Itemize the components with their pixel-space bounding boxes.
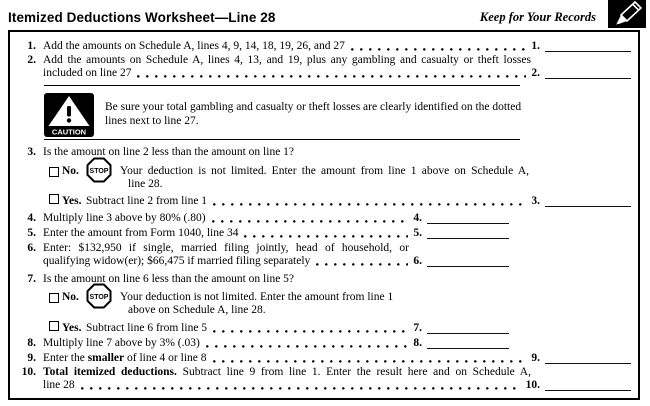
line-1-number: 1.	[27, 40, 36, 52]
line-7-no-label: No.	[62, 291, 79, 303]
line-7-amount-field[interactable]	[427, 332, 509, 334]
line-1-text: Add the amounts on Schedule A, lines 4, 9, 14, 18, 19, 26, and 27	[43, 40, 345, 52]
worksheet-line-9	[16, 352, 631, 365]
line-3-no-checkbox[interactable]	[49, 167, 59, 177]
line-7-question-text: Is the amount on line 6 less than the amount on line 5?	[43, 273, 295, 285]
dot-leader	[213, 330, 408, 333]
line-3-no-text-continued: line 28.	[128, 178, 163, 190]
worksheet-line-1	[16, 40, 631, 53]
line-3-yes-text: Subtract line 2 from line 1	[86, 195, 208, 207]
line-4-amount-field[interactable]	[427, 222, 509, 224]
worksheet-line-10	[16, 366, 631, 392]
line-10-text-continued: line 28	[43, 379, 75, 391]
stop-icon	[86, 283, 112, 309]
caution-text-line-2: lines next to line 27.	[105, 115, 199, 127]
caution-text-line-1: Be sure your total gambling and casualty or theft losses are clearly identified on the dotted	[105, 101, 522, 113]
dot-leader	[137, 75, 526, 78]
worksheet-line-2	[16, 54, 631, 80]
line-3-amount-field[interactable]	[545, 205, 631, 207]
line-6-amount-field[interactable]	[427, 265, 509, 267]
stop-icon-label: STOP	[89, 167, 109, 175]
stop-icon	[86, 157, 112, 183]
worksheet-line-8	[16, 337, 631, 350]
line-4-number: 4.	[27, 212, 36, 224]
line-8-amount-field[interactable]	[427, 347, 509, 349]
line-2-amount-field[interactable]	[545, 77, 631, 79]
line-7-yes-text: Subtract line 6 from line 5	[86, 322, 208, 334]
worksheet-line-5	[16, 227, 631, 240]
line-3-number: 3.	[27, 146, 36, 158]
line-3-yes-checkbox[interactable]	[49, 194, 59, 204]
line-1-entry-label: 1.	[531, 40, 540, 52]
dot-leader	[206, 345, 409, 348]
line-8-entry-label: 8.	[413, 337, 422, 349]
line-3-no-label: No.	[62, 165, 79, 177]
line-9-text: Enter the smaller of line 4 or line 8	[43, 352, 207, 364]
dot-leader	[213, 203, 526, 206]
line-10-amount-field[interactable]	[545, 389, 631, 391]
line-8-text: Multiply line 7 above by 3% (.03)	[43, 337, 200, 349]
line-6-text: Enter: $132,950 if single, married filing jointly, head of household, or	[43, 242, 409, 254]
keep-for-records-label: Keep for Your Records	[479, 10, 596, 24]
line-3-question-text: Is the amount on line 2 less than the amount on line 1?	[43, 146, 295, 158]
line-10-total-emphasis: Total itemized deductions.	[43, 366, 177, 378]
line-10-entry-label: 10.	[525, 379, 540, 391]
caution-icon	[44, 93, 94, 137]
line-7-entry-label: 7.	[413, 322, 422, 334]
line-1-amount-field[interactable]	[545, 50, 631, 52]
line-7-number: 7.	[27, 273, 36, 285]
worksheet-line-6	[16, 242, 631, 268]
line-5-entry-label: 5.	[413, 227, 422, 239]
line-3-yes-label: Yes.	[62, 195, 82, 207]
line-7-no-text-continued: above on Schedule A, line 28.	[128, 304, 266, 316]
worksheet-line-4	[16, 212, 631, 225]
dot-leader	[81, 387, 521, 390]
page-title: Itemized Deductions Worksheet—Line 28	[8, 10, 276, 25]
line-10-number: 10.	[21, 366, 36, 378]
line-5-number: 5.	[27, 227, 36, 239]
line-7-yes-label: Yes.	[62, 322, 82, 334]
line-2-number: 2.	[27, 54, 36, 66]
caution-divider-bottom	[44, 139, 520, 140]
line-6-text-continued: qualifying widow(er); $66,475 if married filing separately	[43, 255, 311, 267]
line-9-smaller-emphasis: smaller	[87, 352, 125, 364]
line-10-text: Total itemized deductions. Subtract line 9 from line 1. Enter the result here and on Schedule A,	[43, 366, 531, 378]
line-4-text: Multiply line 3 above by 80% (.80)	[43, 212, 206, 224]
dot-leader	[213, 360, 527, 363]
dot-leader	[244, 235, 408, 238]
line-5-text: Enter the amount from Form 1040, line 34	[43, 227, 239, 239]
line-3-entry-label: 3.	[531, 195, 540, 207]
caution-note	[44, 93, 631, 137]
line-7-no-option	[16, 291, 631, 317]
line-2-text: Add the amounts on Schedule A, lines 4, 13, and 19, plus any gambling and casualty or theft losses	[43, 54, 531, 66]
line-9-number: 9.	[27, 352, 36, 364]
caution-icon-label: CAUTION	[51, 127, 87, 137]
line-3-no-option	[16, 165, 631, 191]
caution-divider-top	[44, 85, 520, 86]
pencil-icon	[608, 0, 646, 28]
line-4-entry-label: 4.	[413, 212, 422, 224]
line-7-no-checkbox[interactable]	[49, 293, 59, 303]
line-2-text-continued: included on line 27	[43, 67, 132, 79]
line-3-yes-option	[16, 194, 631, 208]
line-9-amount-field[interactable]	[545, 362, 631, 364]
line-3-no-text: Your deduction is not limited. Enter the amount from line 1 above on Schedule A,	[120, 165, 529, 177]
dot-leader	[316, 263, 408, 266]
line-6-number: 6.	[27, 242, 36, 254]
dot-leader	[351, 48, 527, 51]
line-8-number: 8.	[27, 337, 36, 349]
line-6-entry-label: 6.	[413, 255, 422, 267]
dot-leader	[212, 220, 409, 223]
line-7-yes-checkbox[interactable]	[49, 321, 59, 331]
line-7-yes-option	[16, 321, 631, 335]
worksheet-header	[0, 0, 650, 30]
line-9-entry-label: 9.	[531, 352, 540, 364]
line-5-amount-field[interactable]	[427, 237, 509, 239]
worksheet-box	[8, 30, 640, 400]
line-2-entry-label: 2.	[531, 67, 540, 79]
line-7-no-text: Your deduction is not limited. Enter the amount from line 1	[120, 291, 394, 303]
stop-icon-label: STOP	[89, 293, 109, 301]
